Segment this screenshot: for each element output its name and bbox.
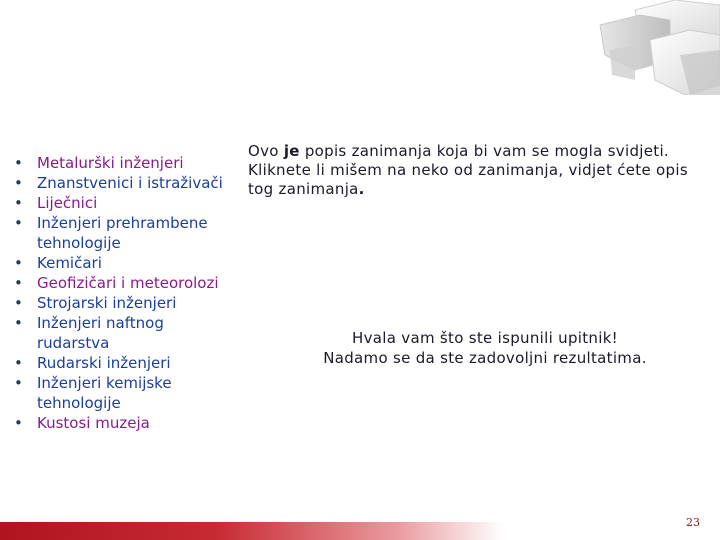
occupation-item [10,193,240,213]
intro-text [248,142,708,199]
page-number: 23 [686,516,700,529]
occupation-item [10,293,240,313]
occupation-link[interactable]: Rudarski inženjeri [37,354,171,372]
occupation-link[interactable]: Metalurški inženjeri [37,154,184,172]
bullet-icon: • [14,314,23,332]
occupation-link[interactable]: Inženjeri kemijske tehnologije [37,374,172,412]
decorative-blocks-graphic [580,0,720,95]
occupation-item [10,313,240,353]
occupation-item [10,413,240,433]
intro-period: . [358,180,365,198]
bullet-icon: • [14,214,23,232]
occupation-item [10,173,240,193]
bullet-icon: • [14,254,23,272]
occupation-item [10,213,240,253]
intro-text-part1: Ovo [248,142,284,160]
bullet-icon: • [14,354,23,372]
occupation-item [10,353,240,373]
occupation-item [10,373,240,413]
intro-text-part2: popis zanimanja koja bi vam se mogla svidjeti. Kliknete li mišem na neko od zanimanja, vidjet ćete opis tog zanimanja [248,142,688,198]
occupation-link[interactable]: Kemičari [37,254,102,272]
satisfaction-line: Nadamo se da ste zadovoljni rezultatima. [323,349,647,367]
bullet-icon: • [14,274,23,292]
bullet-icon: • [14,194,23,212]
bullet-icon: • [14,374,23,392]
bullet-icon: • [14,154,23,172]
footer-bar [0,522,720,540]
bullet-icon: • [14,414,23,432]
occupation-item [10,273,240,293]
occupation-link[interactable]: Znanstvenici i istraživači [37,174,223,192]
bullet-icon: • [14,294,23,312]
occupation-link[interactable]: Kustosi muzeja [37,414,150,432]
occupation-link[interactable]: Inženjeri prehrambene tehnologije [37,214,208,252]
occupation-link[interactable]: Strojarski inženjeri [37,294,177,312]
occupation-item [10,253,240,273]
occupation-link[interactable]: Liječnici [37,194,98,212]
intro-bold-word: je [283,142,300,160]
occupation-link[interactable]: Inženjeri naftnog rudarstva [37,314,164,352]
thank-you-message [300,328,670,368]
occupation-list [10,153,240,433]
occupation-link[interactable]: Geofizičari i meteorolozi [37,274,219,292]
bullet-icon: • [14,174,23,192]
thank-you-line: Hvala vam što ste ispunili upitnik! [352,329,618,347]
occupation-item [10,153,240,173]
